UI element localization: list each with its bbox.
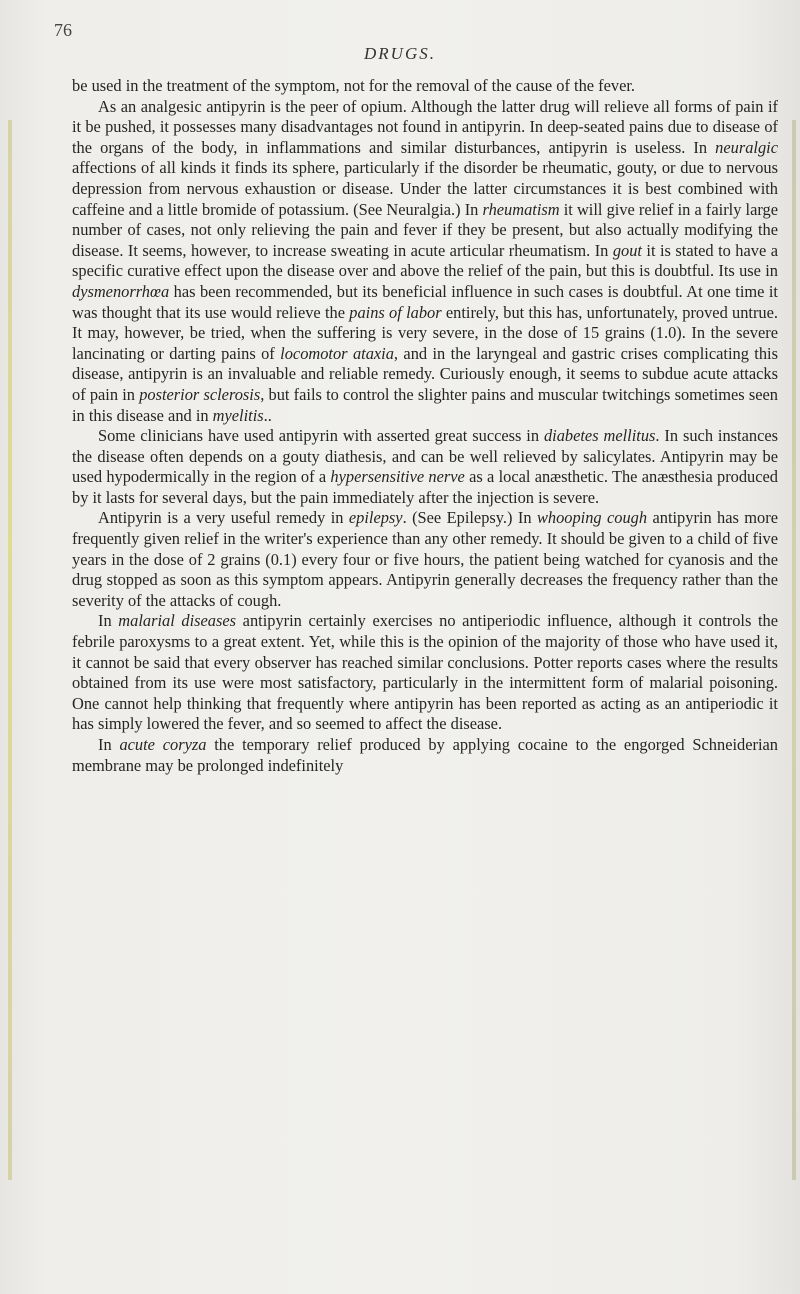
- paragraph: [72, 76, 778, 97]
- text-run: As an analgesic antipyrin is the peer of opium. Although the latter drug will relieve all forms of pain if it be pushed, it possesses many disadvantages not found in antipyrin. In deep-seated pains due to disease of the organs of the body, in inflammations and similar disturbances, antipyrin is useless. In: [72, 96, 778, 157]
- italic-term: malarial diseases: [118, 611, 237, 631]
- paragraph: [72, 611, 778, 735]
- text-run: be used in the treatment of the symptom, not for the removal of the cause of the fever.: [72, 76, 636, 95]
- text-run: entirely, but this has, unfortunately, proved untrue. It may, however, be tried, when the suffering is very severe, in the dose of 15 grains (1.0). In the severe lancinating or darting pains of: [72, 302, 779, 363]
- running-head: DRUGS.: [364, 44, 436, 63]
- paragraph: [72, 426, 778, 508]
- text-run: , and in the laryngeal and gastric crises complicating this disease, antipyrin is an invaluable and reliable remedy. Curiously enough, it seems to subdue acute attacks of pain in: [72, 343, 778, 404]
- body-text: [72, 76, 778, 776]
- italic-term: neuralgic: [715, 137, 778, 157]
- italic-term: whooping cough: [536, 508, 648, 528]
- paragraph: [72, 97, 778, 427]
- text-run: it will give relief in a fairly large number of cases, not only relieving the pain and fever if they be present, but also actually modifying the disease. It seems, however, to increase sweating in acute articular rheumatism. In: [72, 199, 778, 260]
- italic-term: acute coryza: [119, 735, 207, 754]
- italic-term: gout: [612, 240, 642, 260]
- page-edge-shadow: [8, 120, 12, 1180]
- paragraph: [72, 735, 778, 776]
- text-run: affections of all kinds it finds its sphere, particularly if the disorder be rheumatic, gouty, or due to nervous depression from nervous exhaustion or disease. Under the latter circumstances it is best combined with caffeine and a little bromide of potassium. (See Neuralgia.) In: [72, 158, 778, 219]
- text-run: has been recommended, but its beneficial influence in such cases is doubtful. At one time it was thought that its use would relieve the: [72, 281, 778, 322]
- paragraph: [72, 508, 778, 611]
- text-run: as a local anæsthetic. The anæsthesia produced by it lasts for several days, but the pain immediately after the injection is severe.: [72, 467, 779, 507]
- italic-term: hypersensitive nerve: [330, 467, 465, 487]
- italic-term: epilepsy: [348, 508, 403, 528]
- italic-term: pains of labor: [349, 302, 442, 322]
- text-run: , but fails to control the slighter pains and muscular twitchings sometimes seen in this disease and in: [72, 384, 778, 425]
- text-run: antipyrin certainly exercises no antiperiodic influence, although it controls the febrile paroxysms to a great extent. Yet, while this is the opinion of the majority of those who have used it, it cannot be said that every observer has reached similar conclusions. Potter reports cases where the results obtained from its use were most satisfactory, particularly in the intermittent form of malarial poisoning. One cannot help thinking that frequently where antipyrin has been reported as acting as an antiperiodic it has simply lowered the fever, and so seemed to affect the disease.: [72, 611, 778, 734]
- text-run: it is stated to have a specific curative effect upon the disease over and above the relief of the pain, but this is doubtful. Its use in: [72, 240, 778, 281]
- text-run: In: [98, 735, 120, 754]
- text-run: Antipyrin is a very useful remedy in: [98, 508, 349, 528]
- page-edge-shadow: [792, 120, 796, 1180]
- text-run: . (See Epilepsy.) In: [402, 508, 537, 528]
- italic-term: posterior sclerosis: [139, 384, 261, 404]
- italic-term: dysmenorrhœa: [72, 281, 170, 301]
- italic-term: rheumatism: [482, 199, 560, 219]
- page-number: 76: [54, 20, 72, 40]
- text-run: . In such instances the disease often depends on a gouty diathesis, and can be well relieved by salicylates. Antipyrin may be used hypodermically in the region of a: [72, 426, 779, 487]
- text-run: antipyrin has more frequently given relief in the writer's experience than any other remedy. It should be given to a child of five years in the dose of 2 grains (0.1) every four or five hours, the patient being watched for cyanosis and the drug stopped as soon as this symptom appears. Antipyrin generally decreases the frequency rather than the severity of the attacks of cough.: [72, 508, 778, 610]
- text-run: ..: [263, 405, 272, 425]
- text-run: Some clinicians have used antipyrin with asserted great success in: [98, 426, 544, 446]
- text-run: In: [98, 611, 119, 631]
- text-run: the temporary relief produced by applying cocaine to the engorged Schneiderian membrane may be prolonged indefinitely: [72, 735, 778, 775]
- italic-term: diabetes mellitus: [543, 426, 656, 446]
- italic-term: myelitis: [212, 405, 264, 425]
- italic-term: locomotor ataxia: [280, 343, 394, 363]
